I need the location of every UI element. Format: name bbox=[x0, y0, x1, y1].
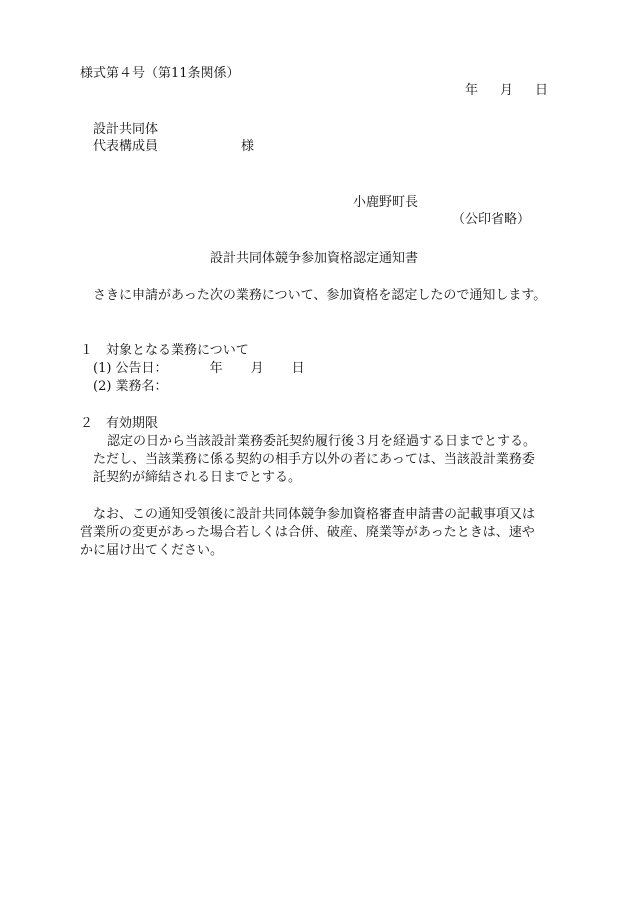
announcement-month: 月 bbox=[250, 361, 264, 376]
validity-line-3: 託契約が締結される日までとする。 bbox=[93, 470, 302, 485]
validity-line-2: ただし、当該業務に係る契約の相手方以外の者にあっては、当該設計業務委 bbox=[93, 452, 535, 467]
issuer-name: 小鹿野町長 bbox=[353, 195, 419, 210]
form-label: 様式第４号（第11条関係） bbox=[80, 66, 240, 81]
announcement-date-row bbox=[93, 361, 305, 377]
recipient-honorific: 様 bbox=[241, 139, 255, 154]
recipient-org: 設計共同体 bbox=[93, 122, 159, 137]
recipient-title: 代表構成員 bbox=[93, 139, 159, 154]
section1-heading: １ 対象となる業務について bbox=[80, 343, 249, 358]
date-year: 年 bbox=[465, 83, 479, 98]
date-day: 日 bbox=[535, 83, 549, 98]
note-line-2: 営業所の変更があった場合若しくは合併、破産、廃業等があったときは、速や bbox=[80, 525, 535, 540]
announcement-year: 年 bbox=[209, 361, 223, 376]
announcement-day: 日 bbox=[291, 361, 305, 376]
recipient-representative bbox=[93, 139, 254, 155]
note-line-1: なお、この通知受領後に設計共同体競争参加資格審査申請書の記載事項又は bbox=[93, 507, 536, 522]
note-line-3: かに届け出てください。 bbox=[80, 543, 224, 558]
intro-text: さきに申請があった次の業務について、参加資格を認定したので通知します。 bbox=[93, 288, 547, 303]
seal-omitted-note: （公印省略） bbox=[452, 212, 531, 227]
validity-line-1: 認定の日から当該設計業務委託契約履行後３月を経過する日までとする。 bbox=[107, 434, 537, 449]
date-month: 月 bbox=[500, 83, 514, 98]
work-name-label: (2) 業務名： bbox=[93, 379, 168, 394]
section2-heading: ２ 有効期限 bbox=[80, 416, 159, 431]
document-title: 設計共同体競争参加資格認定通知書 bbox=[210, 251, 419, 266]
date-line bbox=[465, 83, 548, 99]
announcement-date-label: (1) 公告日： bbox=[93, 361, 168, 376]
